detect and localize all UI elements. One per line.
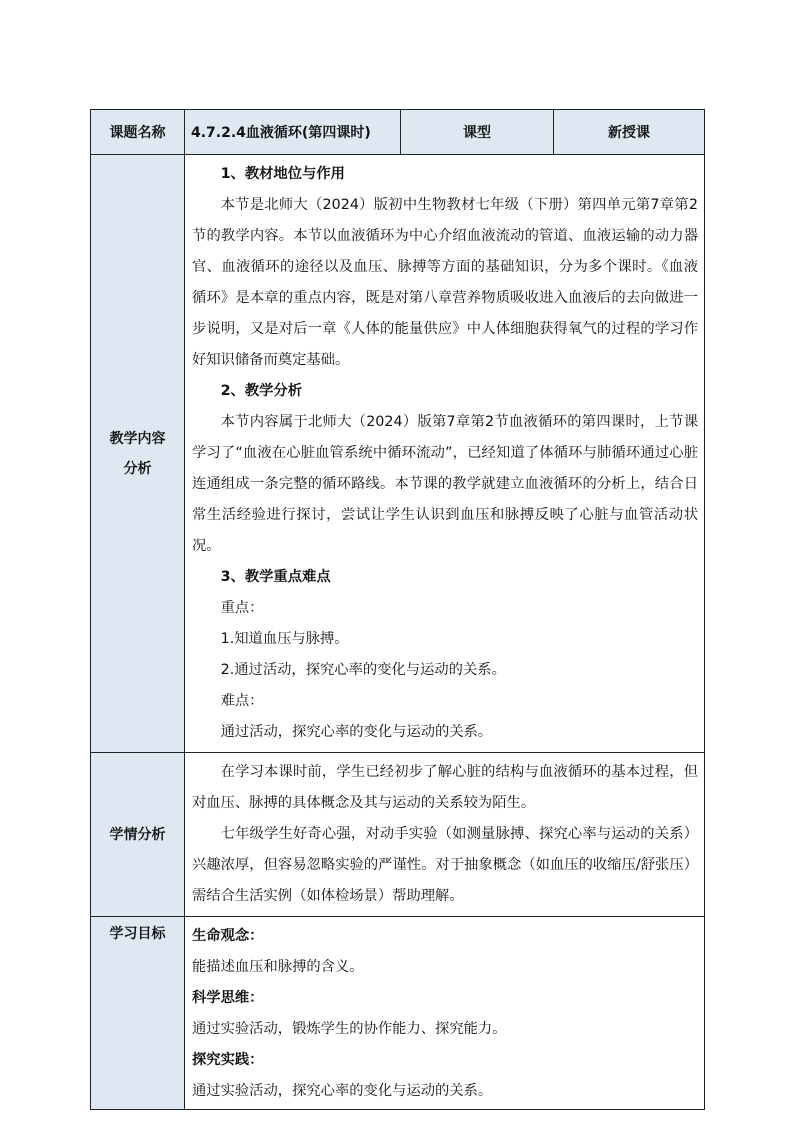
- content-analysis-body: [185, 155, 705, 753]
- title-label: 课题名称: [91, 110, 185, 155]
- header-row: [91, 110, 705, 155]
- goals-row: [91, 917, 705, 1110]
- section-3-title: 3、教学重点难点: [220, 569, 331, 585]
- type-label: 课型: [401, 110, 554, 155]
- goal-science-text: 通过实验活动，锻炼学生的协作能力、探究能力。: [192, 1021, 507, 1037]
- difficult-point-1: 通过活动，探究心率的变化与运动的关系。: [220, 724, 493, 740]
- content-analysis-label: [91, 155, 185, 753]
- section-1-title: 1、教材地位与作用: [220, 166, 345, 182]
- student-analysis-paragraph-1: 在学习本课时前，学生已经初步了解心脏的结构与血液循环的基本过程，但对血压、脉搏的具体概念及其与运动的关系较为陌生。: [192, 764, 698, 811]
- section-2-title: 2、教学分析: [220, 383, 303, 399]
- content-analysis-row: [91, 155, 705, 753]
- lesson-plan-table: [90, 109, 705, 1110]
- content-analysis-label-line1: 教学内容: [109, 430, 166, 447]
- difficult-point-label: 难点：: [220, 693, 264, 709]
- student-analysis-paragraph-2: 七年级学生好奇心强，对动手实验（如测量脉搏、探究心率与运动的关系）兴趣浓厚，但容易忽略实验的严谨性。对于抽象概念（如血压的收缩压/舒张压）需结合生活实例（如体检场景）帮助理解。: [192, 826, 698, 904]
- section-2-paragraph: 本节内容属于北师大（2024）版第7章第2节血液循环的第四课时，上节课学习了“血液在心脏血管系统中循环流动”，已经知道了体循环与肺循环通过心脏连通组成一条完整的循环路线。本节课的教学就建立血液循环的分析上，结合日常生活经验进行探讨，尝试让学生认识到血压和脉搏反映了心脏与血管活动状况。: [192, 414, 698, 554]
- student-analysis-body: [185, 753, 705, 917]
- goal-practice-text: 通过实验活动，探究心率的变化与运动的关系。: [192, 1083, 493, 1099]
- student-analysis-row: [91, 753, 705, 917]
- goals-label: 学习目标: [91, 917, 185, 1110]
- student-analysis-label: 学情分析: [91, 753, 185, 917]
- key-point-1: 1.知道血压与脉搏。: [220, 631, 349, 647]
- goals-body: [185, 917, 705, 1110]
- type-value: 新授课: [554, 110, 705, 155]
- section-1-paragraph: 本节是北师大（2024）版初中生物教材七年级（下册）第四单元第7章第2节的教学内容。本节以血液循环为中心介绍血液流动的管道、血液运输的动力器官、血液循环的途径以及血压、脉搏等方面的基础知识，分为多个课时。《血液循环》是本章的重点内容，既是对第八章营养物质吸收进入血液后的去向做进一步说明，又是对后一章《人体的能量供应》中人体细胞获得氧气的过程的学习作好知识储备而奠定基础。: [192, 197, 698, 368]
- title-value: 4.7.2.4血液循环(第四课时): [185, 110, 401, 155]
- content-analysis-label-line2: 分析: [123, 460, 152, 477]
- key-point-2: 2.通过活动，探究心率的变化与运动的关系。: [220, 662, 506, 678]
- goal-life-text: 能描述血压和脉搏的含义。: [192, 959, 364, 975]
- goal-science-title: 科学思维：: [192, 990, 264, 1006]
- key-point-label: 重点：: [220, 600, 264, 616]
- goal-practice-title: 探究实践：: [192, 1052, 264, 1068]
- goal-life-title: 生命观念：: [192, 928, 264, 944]
